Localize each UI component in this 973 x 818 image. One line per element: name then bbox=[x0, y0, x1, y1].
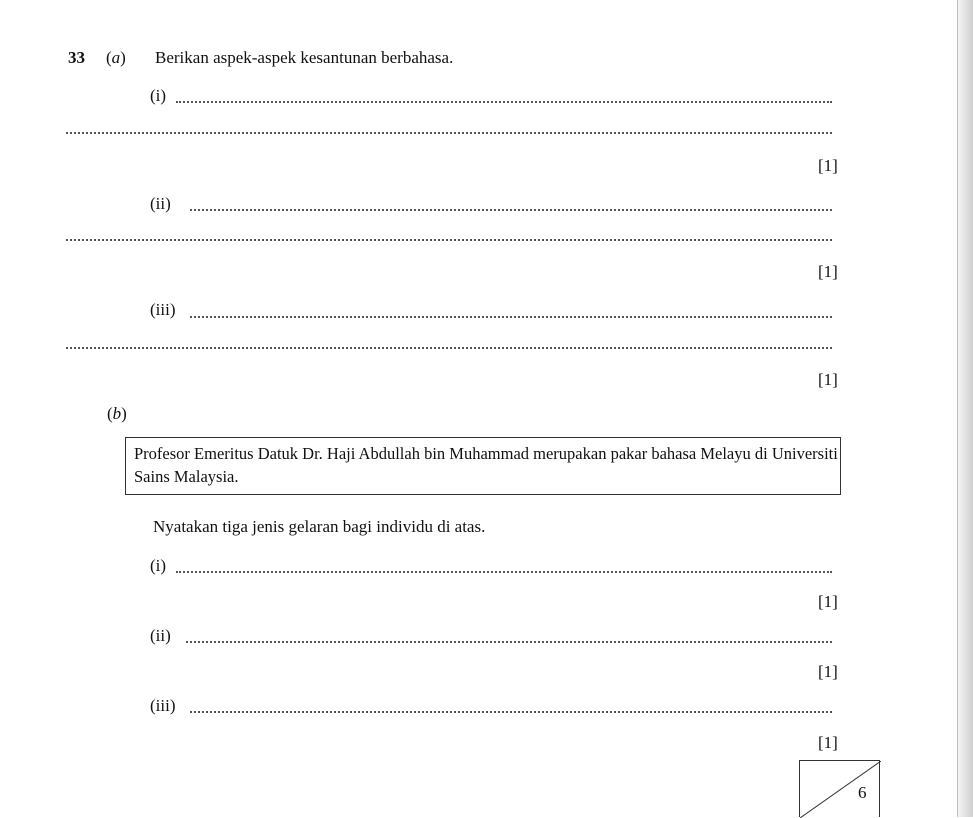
answer-line-a-ii-1[interactable] bbox=[190, 208, 832, 211]
page-edge-shadow bbox=[957, 0, 973, 817]
question-number: 33 bbox=[68, 48, 85, 67]
part-a-item-ii-label: (ii) bbox=[150, 194, 171, 213]
answer-line-b-i[interactable] bbox=[176, 570, 832, 573]
answer-line-b-iii[interactable] bbox=[190, 710, 832, 713]
part-a-item-ii-mark: [1] bbox=[818, 262, 838, 281]
part-b-context-box: Profesor Emeritus Datuk Dr. Haji Abdullah bin Muhammad merupakan pakar bahasa Melayu di Universiti Sains Malaysia. bbox=[125, 437, 841, 495]
total-marks: 6 bbox=[858, 783, 867, 802]
answer-line-b-ii[interactable] bbox=[186, 640, 832, 643]
part-a-label: (a) bbox=[106, 48, 126, 67]
score-box bbox=[799, 760, 880, 817]
answer-line-a-ii-2[interactable] bbox=[66, 238, 832, 241]
part-b-prompt: Nyatakan tiga jenis gelaran bagi individu di atas. bbox=[153, 517, 486, 536]
part-a-item-i-label: (i) bbox=[150, 86, 167, 105]
answer-line-a-i-2[interactable] bbox=[66, 131, 832, 134]
part-a-prompt: Berikan aspek-aspek kesantunan berbahasa. bbox=[155, 48, 454, 67]
part-b-item-i-mark: [1] bbox=[818, 592, 838, 611]
answer-line-a-iii-1[interactable] bbox=[190, 315, 832, 318]
part-b-label: (b) bbox=[107, 404, 127, 423]
answer-line-a-iii-2[interactable] bbox=[66, 346, 832, 349]
answer-line-a-i-1[interactable] bbox=[176, 100, 832, 103]
part-b-item-iii-label: (iii) bbox=[150, 696, 176, 715]
part-b-item-iii-mark: [1] bbox=[818, 733, 838, 752]
score-box-diagonal bbox=[800, 761, 881, 818]
part-a-item-iii-mark: [1] bbox=[818, 370, 838, 389]
part-b-item-i-label: (i) bbox=[150, 556, 167, 575]
part-a-item-i-mark: [1] bbox=[818, 156, 838, 175]
part-a-item-iii-label: (iii) bbox=[150, 300, 176, 319]
part-b-item-ii-mark: [1] bbox=[818, 662, 838, 681]
part-b-item-ii-label: (ii) bbox=[150, 626, 171, 645]
